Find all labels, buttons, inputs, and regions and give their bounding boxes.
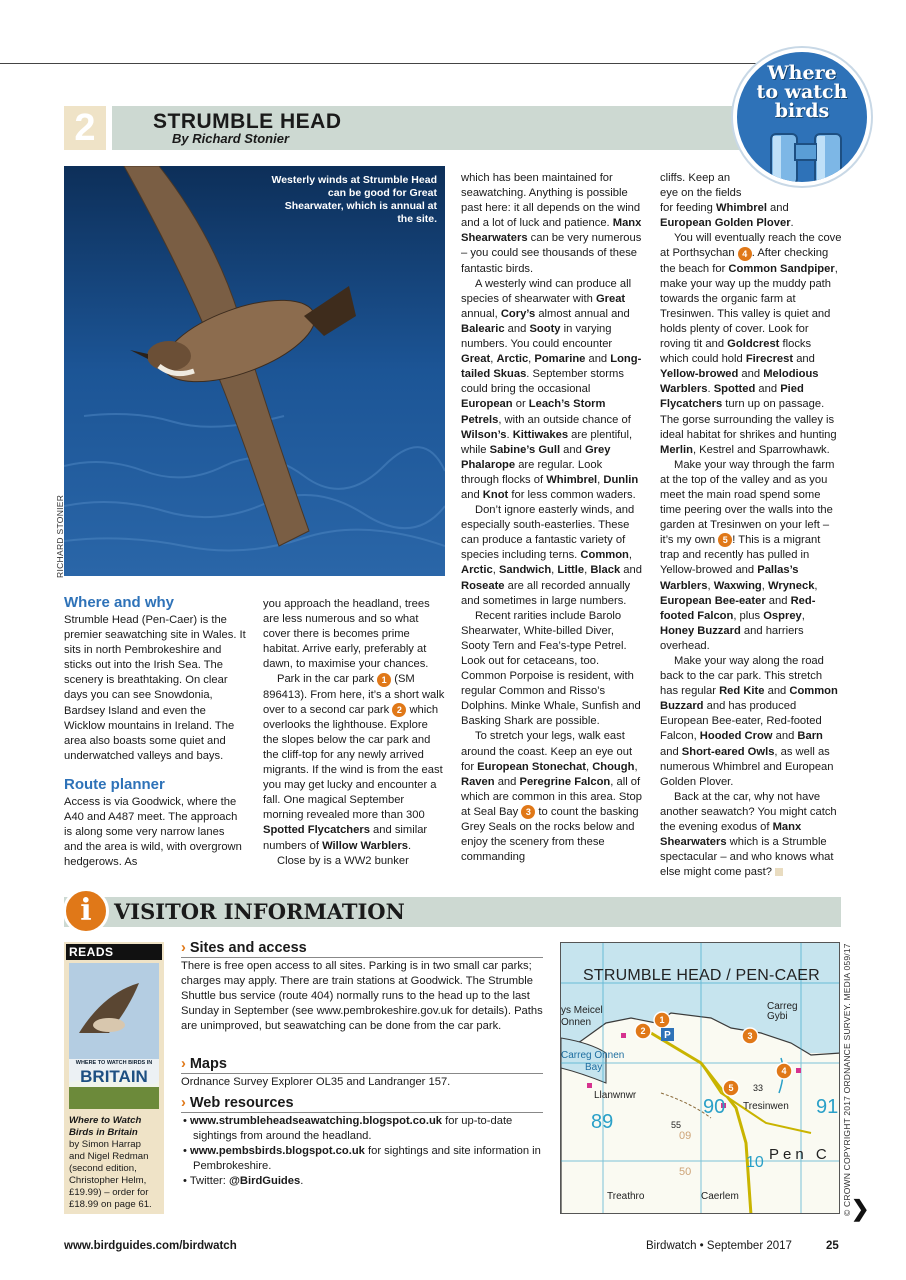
maps-section <box>181 1056 543 1090</box>
grid-90: 90 <box>703 1096 726 1118</box>
badge-line-1: Where <box>767 62 837 84</box>
end-mark <box>775 868 783 876</box>
column-4: cliffs. Keep an eye on the fields for feeding Whimbrel and European Golden Plover. You will eventually reach the cove at Porthsychan 4 . After checking the beach for Common Sandpiper, make your way up the muddy path towards the organic farm at Tresinwen. This valley is quiet and holds plenty of cover. Look for roving tit and Goldcrest flocks which could hold Firecrest and Yellow-browed and Melodious Warblers. Spotted and Pied Flycatchers turn up on passage. The gorse surrounding the valley is ideal habitat for shrikes and hunting Merlin, Kestrel and Sparrowhawk. Make your way through the farm at the top of the valley and as you meet the main road spend some time peering over the walls into the garden at Tresinwen on your left – it’s my own 5 ! This is a migrant trap and recently has pulled in Yellow-browed and Pallas’s Warblers, Waxwing, Wryneck, European Bee-eater and Red-footed Falcon, plus Osprey, Honey Buzzard and harriers overhead. Make your way along the road back to the car park. This stretch has regular Red Kite and Common Buzzard and has produced European Bee-eater, Red-footed Falcon, Hooded Crow and Barn and Short-eared Owls, as well as numerous Whimbrel and European Golden Plover. Back at the car, why not have another seawatch? You might catch the evening exodus of Manx Shearwaters which is a Strumble spectacular – and who knows what else might come past? <box>660 172 842 879</box>
where-to-watch-badge <box>733 48 871 186</box>
sites-access-text: There is free open access to all sites. Parking is in two small car parks; charges may apply. There are train stations at Goodwick. The Strumble Shuttle bus service (route 404) normally runs to the head up to the last Sunday in September (see www.pembrokeshire.gov.uk for details). Paths are unimproved, but seawatching can be done from the car park. <box>181 960 543 1032</box>
map-pin-4: 4 <box>738 247 752 261</box>
map-pin-4-label: 4 <box>781 1066 787 1076</box>
map-label-bay: Bay <box>585 1062 603 1073</box>
site-number: 2 <box>64 106 106 150</box>
map-label-09: 09 <box>679 1130 692 1142</box>
web-link-2-desc: for sightings and site information in Pembrokeshire. <box>193 1145 541 1172</box>
badge-line-2: to watch <box>756 81 848 103</box>
web-link-1-desc: for up-to-date sightings from around the headland. <box>193 1115 513 1142</box>
reads-label: READS <box>66 944 162 960</box>
route-planner-heading: Route planner <box>64 775 165 793</box>
visitor-info-title: VISITOR INFORMATION <box>114 899 405 924</box>
map-title: STRUMBLE HEAD / PEN-CAER <box>583 967 820 984</box>
sites-access-heading: Sites and access <box>189 940 307 956</box>
book-cover-title: WHERE TO WATCH BIRDS IN <box>75 1060 153 1066</box>
parking-label: P <box>664 1030 671 1041</box>
book-cover-country: BRITAIN <box>80 1067 148 1086</box>
map-pin-2-label: 2 <box>640 1026 646 1036</box>
map-pin-5-label: 5 <box>728 1083 734 1093</box>
map-pin-2: 2 <box>392 703 406 717</box>
grid-91: 91 <box>816 1096 839 1118</box>
map-label-carreg: Carreg <box>767 1001 798 1012</box>
byline: By Richard Stonier <box>172 131 290 146</box>
map-label-50: 50 <box>679 1166 692 1178</box>
map-label-llanwnwr: Llanwnwr <box>594 1090 637 1101</box>
twitter-end: . <box>300 1175 304 1187</box>
column-1: Where and why Strumble Head (Pen-Caer) is the premier seawatching site in Wales. It sits in north Pembrokeshire and sticks out into the Irish Sea. The scenery is breathtaking. On clear days you can see Snowdonia, Bardsey Island and even the Wicklow mountains in Ireland. The area also boasts some quiet and underwatched valleys and bays. Route planner Access is via Goodwick, where the A40 and A487 meet. The approach is along some very narrow lanes and the area is wild, with overgrown hedgerows. As <box>64 594 246 869</box>
chevron-right-icon: › <box>181 1056 186 1072</box>
web-resources-section: › Web resources • www.strumbleheadseawatching.blogspot.co.uk for up-to-date sightings from around the headland. • www.pembsbirds.blogspot.co.uk for sightings and site information in Pembrokeshire. • Twitter: @BirdGuides. <box>181 1095 543 1189</box>
page-title: STRUMBLE HEAD <box>153 110 342 133</box>
site-map <box>560 942 840 1214</box>
map-label-gybi: Gybi <box>767 1011 788 1022</box>
book-title: Where to Watch Birds in Britain <box>69 1115 142 1138</box>
map-label-caerlem: Caerlem <box>701 1191 739 1202</box>
map-pin-5: 5 <box>718 533 732 547</box>
info-icon: i <box>63 888 109 934</box>
web-link-1[interactable]: www.strumbleheadseawatching.blogspot.co.uk <box>190 1115 442 1127</box>
chevron-right-icon: › <box>181 940 186 956</box>
shearwater-photo <box>64 166 445 576</box>
book-details: by Simon Harrap and Nigel Redman (second edition, Christopher Helm, £19.99) – order for £18.99 on page 61. <box>69 1139 152 1210</box>
web-resources-heading: Web resources <box>189 1095 294 1111</box>
maps-heading: Maps <box>189 1056 227 1072</box>
book-cover <box>69 963 159 1109</box>
map-label-meicel: ys Meicel <box>561 1005 603 1016</box>
map-label-treathro: Treathro <box>607 1191 645 1202</box>
map-label-carreg-onnen: Carreg Onnen <box>561 1050 625 1061</box>
map-label-pen-c: Pen C <box>769 1146 831 1163</box>
map-label-33: 33 <box>753 1083 764 1093</box>
next-page-arrow-icon: ❯ <box>851 1196 870 1221</box>
map-label-55: 55 <box>671 1120 682 1130</box>
where-why-heading: Where and why <box>64 594 175 611</box>
twitter-handle[interactable]: @BirdGuides <box>229 1175 301 1187</box>
page-number: 25 <box>826 1240 839 1252</box>
sites-access-section <box>181 940 543 1034</box>
footer-url: www.birdguides.com/birdwatch <box>64 1240 237 1252</box>
map-pin-3: 3 <box>521 805 535 819</box>
map-pin-3-label: 3 <box>747 1031 753 1041</box>
grid-89: 89 <box>591 1111 614 1133</box>
grid-10: 10 <box>746 1154 764 1171</box>
web-link-2[interactable]: www.pembsbirds.blogspot.co.uk <box>190 1145 365 1157</box>
map-pin-1-label: 1 <box>659 1015 665 1025</box>
badge-line-3: birds <box>774 100 830 122</box>
twitter-label: Twitter: <box>189 1175 229 1187</box>
map-pin-1: 1 <box>377 673 391 687</box>
top-rule <box>0 63 770 64</box>
footer-magazine: Birdwatch • September 2017 <box>646 1240 792 1252</box>
map-label-onnen: Onnen <box>561 1017 592 1028</box>
photo-caption: Westerly winds at Strumble Head can be good for Great Shearwater, which is annual at the site. <box>271 174 437 225</box>
column-3: which has been maintained for seawatching. Anything is possible past here: it all depends on the wind and a lot of luck and patience. Manx Shearwaters can be very numerous – you could see thousands of these fantastic birds. A westerly wind can produce all species of shearwater with Great annual, Cory’s almost annual and Balearic and Sooty in varying numbers. You could encounter Great, Arctic, Pomarine and Long-tailed Skuas. September storms could bring the occasional European or Leach’s Storm Petrels, with an outside chance of Wilson’s. Kittiwakes are plentiful, while Sabine’s Gull and Grey Phalarope are regular. Look through flocks of Whimbrel, Dunlin and Knot for less common waders. Don’t ignore easterly winds, and especially south-easterlies. These can produce a fantastic variety of species including terns. Common, Arctic, Sandwich, Little, Black and Roseate are all recorded annually and sometimes in large numbers. Recent rarities include Barolo Shearwater, White-billed Diver, Sooty Tern and Fea’s-type Petrel. Look out for cetaceans, too. Common Porpoise is resident, with regular Common and Risso’s Dolphins. Minke Whale, Sunfish and Basking Shark are possible. To stretch your legs, walk east around the coast. Keep an eye out for European Stonechat, Chough, Raven and Peregrine Falcon, all of which are common in this area. Stop at Seal Bay 3 to count the basking Grey Seals on the rocks below and enjoy the scenery from these commanding <box>461 172 642 864</box>
map-label-tresinwen: Tresinwen <box>743 1101 789 1112</box>
map-copyright: © CROWN COPYRIGHT 2017 ORDNANCE SURVEY. MEDIA 059/17 <box>842 943 852 1216</box>
reads-box <box>64 942 164 1214</box>
photo-credit: RICHARD STONIER <box>55 494 65 578</box>
maps-text: Ordnance Survey Explorer OL35 and Landranger 157. <box>181 1076 451 1088</box>
chevron-right-icon: › <box>181 1095 186 1111</box>
column-2: you approach the headland, trees are less numerous and so what cover there is becomes prime habitat. Arrive early, preferably at dawn, to maximise your chances. Park in the car park 1 (SM 896413). From here, it’s a short walk over to a second car park 2 which overlooks the lighthouse. Explore the slopes below the car park and the cliff-top for any newly arrived migrants. If the wind is from the east you may get lucky and encounter a fall. One magical September morning revealed more than 300 Spotted Flycatchers and similar numbers of Willow Warblers. Close by is a WW2 bunker <box>263 598 445 867</box>
